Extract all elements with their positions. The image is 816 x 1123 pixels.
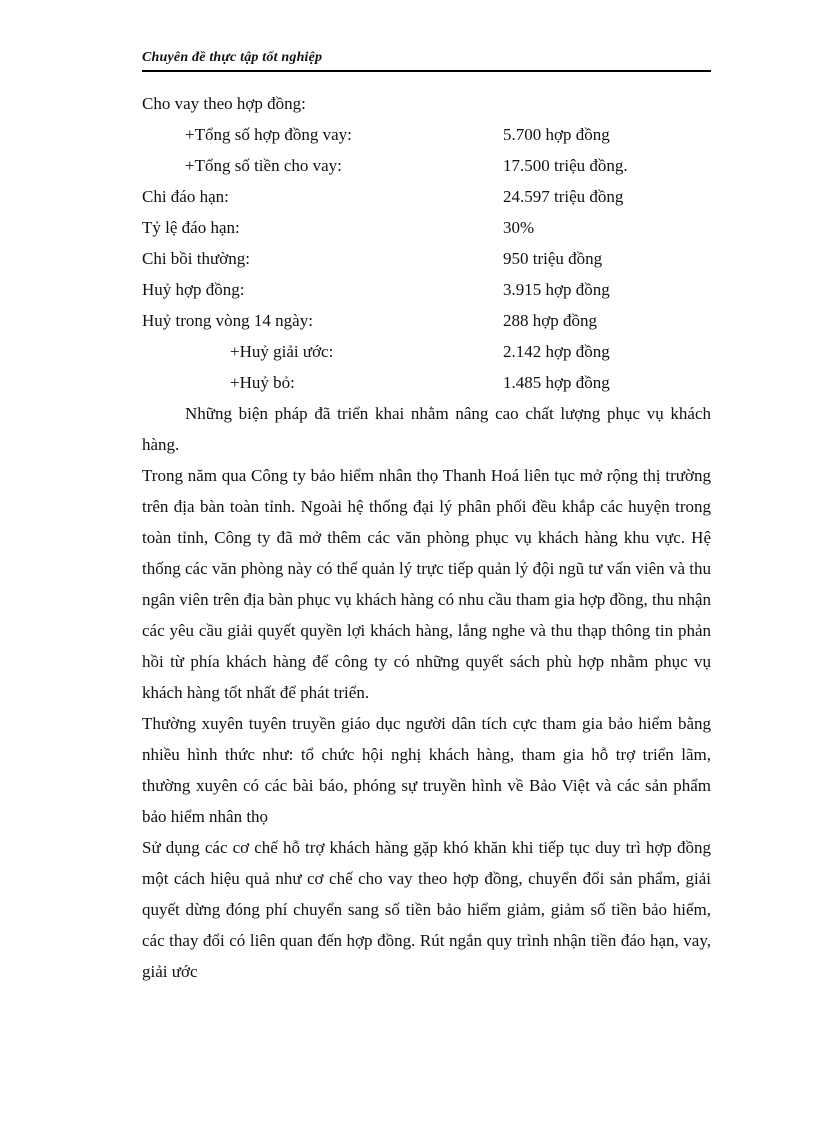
stat-label: Chi bồi thường: xyxy=(142,249,250,268)
stat-label: +Tổng số hợp đồng vay: xyxy=(185,125,352,144)
stat-value: 5.700 hợp đồng xyxy=(503,125,610,144)
stat-label: Huỷ hợp đồng: xyxy=(142,280,245,299)
stat-row xyxy=(142,243,711,274)
header-title: Chuyên đề thực tập tốt nghiệp xyxy=(142,50,323,65)
stat-label: +Tổng số tiền cho vay: xyxy=(185,156,342,175)
paragraph-measures-heading: Những biện pháp đã triển khai nhằm nâng cao chất lượng phục vụ khách hàng. xyxy=(142,404,711,454)
stat-row xyxy=(142,305,711,336)
paragraph-market-expansion: Trong năm qua Công ty bảo hiểm nhân thọ Thanh Hoá liên tục mở rộng thị trường trên địa bàn toàn tỉnh. Ngoài hệ thống đại lý phân phối đều khắp các huyện trong toàn tỉnh, Công ty đã mở thêm các văn phòng phục vụ khách hàng khu vực. Hệ thống các văn phòng này có thể quản lý trực tiếp quản lý đội ngũ tư vấn viên và thu ngân viên trên địa bàn phục vụ khách hàng có nhu cầu tham gia hợp đồng, thu nhận các yêu cầu giải quyết quyền lợi khách hàng, lắng nghe và thu thạp thông tin phản hồi từ phía khách hàng để công ty có những quyết sách phù hợp nhằm phục vụ khách hàng tốt nhất để phát triển. xyxy=(142,466,711,702)
paragraph-propaganda: Thường xuyên tuyên truyền giáo dục người dân tích cực tham gia bảo hiểm bằng nhiều hình thức như: tổ chức hội nghị khách hàng, tham gia hỗ trợ triển lãm, thường xuyên có các bài báo, phóng sự truyền hình về Bảo Việt và các sản phẩm bảo hiểm nhân thọ xyxy=(142,714,711,826)
stat-row xyxy=(142,150,711,181)
document-body xyxy=(142,88,711,987)
stat-row xyxy=(142,181,711,212)
stat-value: 30% xyxy=(503,218,535,237)
stats-list xyxy=(142,88,711,398)
stat-value: 3.915 hợp đồng xyxy=(503,280,610,299)
stat-row xyxy=(142,367,711,398)
stat-value: 17.500 triệu đồng. xyxy=(503,156,628,175)
stat-row xyxy=(142,88,711,119)
paragraph-support-mechanisms: Sử dụng các cơ chế hỗ trợ khách hàng gặp khó khăn khi tiếp tục duy trì hợp đồng một cách hiệu quả như cơ chế cho vay theo hợp đồng, chuyển đổi sản phẩm, giải quyết dừng đóng phí chuyển sang số tiền bảo hiểm giảm, giảm số tiền bảo hiểm, các thay đổi có liên quan đến hợp đồng. Rút ngắn quy trình nhận tiền đáo hạn, vay, giải ước xyxy=(142,838,711,981)
stat-row xyxy=(142,274,711,305)
stat-row xyxy=(142,119,711,150)
stat-label: Tỷ lệ đáo hạn: xyxy=(142,218,240,237)
stat-value: 1.485 hợp đồng xyxy=(503,373,610,392)
stat-label: Cho vay theo hợp đồng: xyxy=(142,94,306,113)
stat-label: +Huỷ bỏ: xyxy=(230,373,295,392)
stat-label: Chi đáo hạn: xyxy=(142,187,229,206)
stat-row xyxy=(142,212,711,243)
stat-value: 24.597 triệu đồng xyxy=(503,187,624,206)
page-header xyxy=(142,48,711,72)
stat-row xyxy=(142,336,711,367)
stat-value: 288 hợp đồng xyxy=(503,311,597,330)
stat-value: 2.142 hợp đồng xyxy=(503,342,610,361)
stat-value: 950 triệu đồng xyxy=(503,249,603,268)
stat-label: +Huỷ giải ước: xyxy=(230,342,334,361)
stat-label: Huỷ trong vòng 14 ngày: xyxy=(142,311,313,330)
